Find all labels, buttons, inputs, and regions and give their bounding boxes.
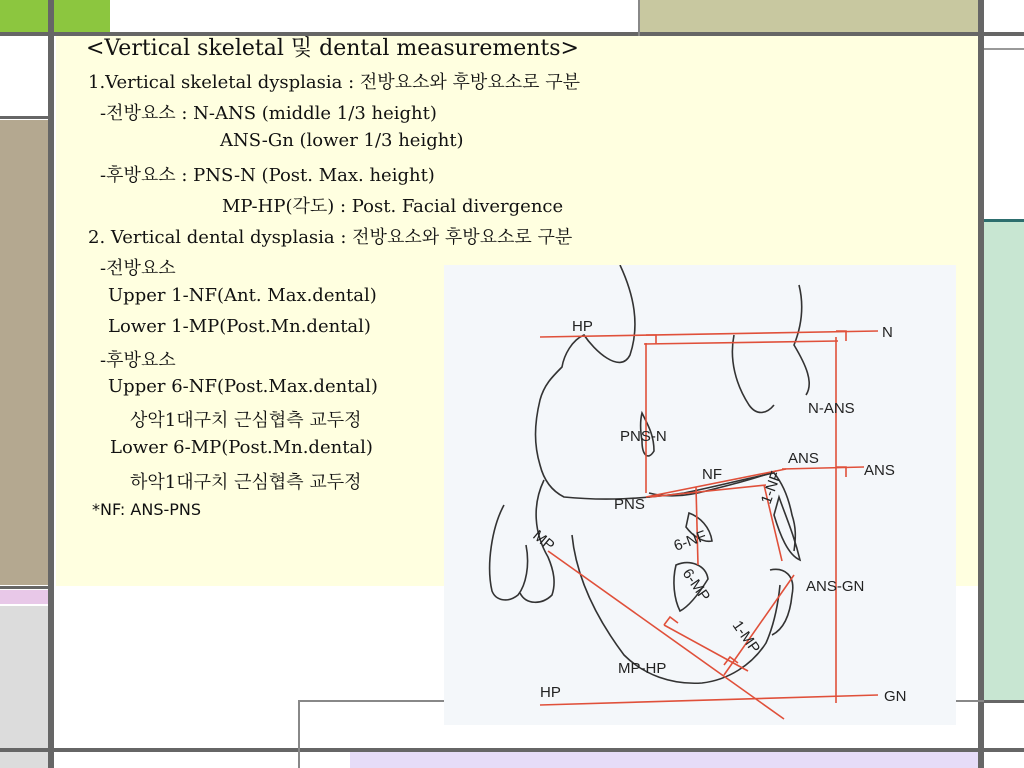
- spine-outline: [490, 505, 528, 600]
- text-line-2: -전방요소 : N-ANS (middle 1/3 height): [100, 103, 437, 124]
- label-mp-hp: MP-HP: [618, 660, 667, 677]
- measurement-lines: [540, 331, 878, 719]
- label-mp: MP: [529, 527, 558, 555]
- text-line-13: Lower 6-MP(Post.Mn.dental): [110, 437, 373, 458]
- label-gn: GN: [884, 688, 907, 705]
- label-pns-n: PNS-N: [620, 428, 667, 445]
- slide-title: <Vertical skeletal 및 dental measurements>: [86, 36, 579, 61]
- text-line-11: Upper 6-NF(Post.Max.dental): [108, 376, 378, 397]
- text-line-14: 하악1대구치 근심협측 교두정: [130, 472, 362, 493]
- text-line-5: MP-HP(각도) : Post. Facial divergence: [222, 196, 564, 217]
- lower-incisor-outline: [770, 569, 793, 635]
- text-line-6: 2. Vertical dental dysplasia : 전방요소와 후방요소로 구분: [88, 227, 573, 248]
- label-hp-top: HP: [572, 318, 593, 335]
- right-angle-ans: [836, 467, 846, 477]
- label-ans-right: ANS: [864, 462, 895, 479]
- label-n-ans: N-ANS: [808, 400, 855, 417]
- label-pns: PNS: [614, 496, 645, 513]
- forehead-outline: [536, 265, 796, 551]
- cephalometric-diagram: [444, 265, 956, 725]
- text-line-4: -후방요소 : PNS-N (Post. Max. height): [100, 165, 435, 186]
- pns-n-horizontal-line: [644, 341, 838, 344]
- nf-line-2: [650, 485, 766, 497]
- label-six-nf: 6-NF: [671, 527, 709, 555]
- mandible-outline: [572, 535, 780, 683]
- right-angle-mp: [664, 617, 678, 625]
- text-line-1: 1.Vertical skeletal dysplasia : 전방요소와 후방요소로 구분: [88, 72, 580, 93]
- orbit-outline: [732, 335, 774, 413]
- label-nf: NF: [702, 466, 722, 483]
- text-line-9: Lower 1-MP(Post.Mn.dental): [108, 316, 371, 337]
- upper-incisor-outline: [774, 497, 800, 560]
- ans-horizontal-line: [782, 467, 864, 469]
- text-line-12: 상악1대구치 근심협측 교두정: [130, 410, 362, 431]
- label-one-nf: 1-NF: [757, 469, 786, 507]
- text-line-15: *NF: ANS-PNS: [92, 500, 202, 519]
- six-nf-line: [696, 487, 698, 565]
- text-line-7: -전방요소: [100, 258, 176, 279]
- label-ans-point: ANS: [788, 450, 819, 467]
- label-hp-bottom: HP: [540, 684, 561, 701]
- text-line-8: Upper 1-NF(Ant. Max.dental): [108, 285, 377, 306]
- hp-bottom-line: [540, 695, 878, 705]
- diagram-svg: [444, 265, 956, 725]
- right-angle-pns: [646, 335, 656, 344]
- text-line-3: ANS-Gn (lower 1/3 height): [220, 130, 464, 151]
- text-line-10: -후방요소: [100, 350, 176, 371]
- label-one-mp: 1-MP: [728, 617, 764, 657]
- label-ans-gn: ANS-GN: [806, 578, 865, 595]
- label-n: N: [882, 324, 893, 341]
- nasal-outline: [794, 285, 809, 395]
- label-six-mp: 6-MP: [678, 565, 714, 605]
